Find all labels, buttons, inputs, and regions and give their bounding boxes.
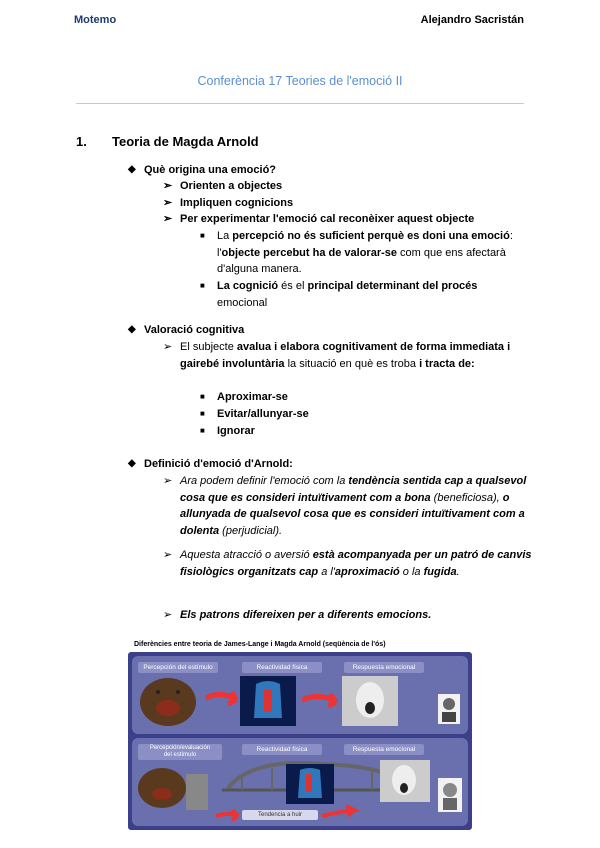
- sub-item-perception: ■ La percepció no és suficient perquè es doni una emoció: l'objecte percebut ha de valorar-se com que ens afectarà d'alguna manera.: [200, 230, 513, 275]
- definicio-heading: Definició d'emoció d'Arnold:: [144, 458, 293, 470]
- red-arrow-icon: [206, 692, 236, 704]
- section-title: Teoria de Magda Arnold: [112, 134, 259, 149]
- option-item: ■ Aproximar-se: [200, 391, 288, 403]
- red-arrow-icon: [216, 810, 238, 820]
- valoracio-heading: Valoració cognitiva: [144, 324, 245, 336]
- list-item-text: Per experimentar l'emoció cal reconèixer aquest objecte: [180, 213, 475, 225]
- definicio-paragraph-3: ➢ Els patrons difereixen per a diferents emocions.: [180, 607, 431, 624]
- diamond-bullet-icon: ◆: [128, 164, 136, 175]
- arrow-bullet-icon: ➢: [163, 475, 173, 487]
- definicio-paragraph-1: ➢ Ara podem definir l'emoció com la tendència sentida cap a qualsevol cosa que es consideri intuïtivament com a bona (beneficiosa), o allunyada de qualsevol cosa que es consideri intuïtivament com a dolenta (perjudicial).: [163, 475, 527, 537]
- thinker-statue-icon: [186, 774, 208, 810]
- section-heading: [76, 134, 259, 149]
- option-item: ■ Evitar/allunyar-se: [200, 408, 309, 420]
- bullet-definicio: [128, 456, 293, 473]
- label-reactivity: Reactividad física: [242, 662, 322, 673]
- figure-caption: Diferències entre teoria de James-Lange i Magda Arnold (seqüència de l'ós): [134, 641, 386, 648]
- label-emotional-response: Respuesta emocional: [344, 662, 424, 673]
- square-bullet-icon: ■: [200, 281, 205, 290]
- bottom-panel-illustration: [132, 738, 468, 826]
- square-bullet-icon: ■: [200, 409, 205, 418]
- arrow-bullet-icon: ➢: [163, 341, 173, 353]
- red-arrow-icon: [302, 694, 336, 706]
- square-bullet-icon: ■: [200, 426, 205, 435]
- diamond-bullet-icon: ◆: [128, 324, 136, 335]
- header-left: Motemo: [74, 14, 117, 26]
- comparison-figure: [128, 652, 472, 830]
- page-title: Conferència 17 Teories de l'emoció II: [197, 74, 403, 88]
- header-right: Alejandro Sacristán: [420, 14, 524, 26]
- label-tendency-flee: Tendencia a huir: [242, 810, 318, 820]
- label-perception-evaluation: Percepción/evaluación del estímulo: [138, 744, 222, 760]
- option-item: ■ Ignorar: [200, 425, 255, 437]
- title-divider: [76, 103, 524, 104]
- red-arrow-icon: [322, 806, 354, 816]
- arrow-bullet-icon: ➢: [163, 609, 173, 621]
- arrow-bullet-icon: ➢: [163, 213, 173, 225]
- label-reactivity: Reactividad física: [242, 744, 322, 755]
- arrow-bullet-icon: ➢: [163, 197, 173, 209]
- bullet-question: [128, 162, 277, 179]
- list-item: [163, 178, 283, 195]
- figure-panel-arnold: [132, 738, 468, 826]
- diamond-bullet-icon: ◆: [128, 458, 136, 469]
- list-item: [163, 195, 294, 212]
- question-heading: Què origina una emoció?: [144, 164, 277, 176]
- square-bullet-icon: ■: [200, 392, 205, 401]
- list-item-text: Impliquen cognicions: [180, 197, 294, 209]
- square-bullet-icon: ■: [200, 231, 205, 240]
- label-perception: Percepción del estímulo: [138, 662, 218, 673]
- arrow-bullet-icon: ➢: [163, 549, 173, 561]
- arrow-bullet-icon: ➢: [163, 180, 173, 192]
- list-item: [163, 211, 475, 228]
- sub-item-cognition: ■ La cognició és el principal determinant del procés emocional: [200, 280, 478, 309]
- definicio-paragraph-2: ➢ Aquesta atracció o aversió està acompanyada per un patró de canvis fisiològics organitzats cap a l'aproximació o la fugida.: [163, 549, 532, 578]
- list-item-text: Orienten a objectes: [180, 180, 283, 192]
- label-emotional-response: Respuesta emocional: [344, 744, 424, 755]
- figure-panel-james-lange: [132, 656, 468, 734]
- bullet-valoracio: [128, 322, 245, 339]
- valoracio-paragraph: ➢ El subjecte avalua i elabora cognitivament de forma immediata i gairebé involuntària la situació en què es troba i tracta de:: [163, 341, 511, 370]
- section-number: 1.: [76, 134, 87, 149]
- top-panel-illustration: [132, 656, 468, 734]
